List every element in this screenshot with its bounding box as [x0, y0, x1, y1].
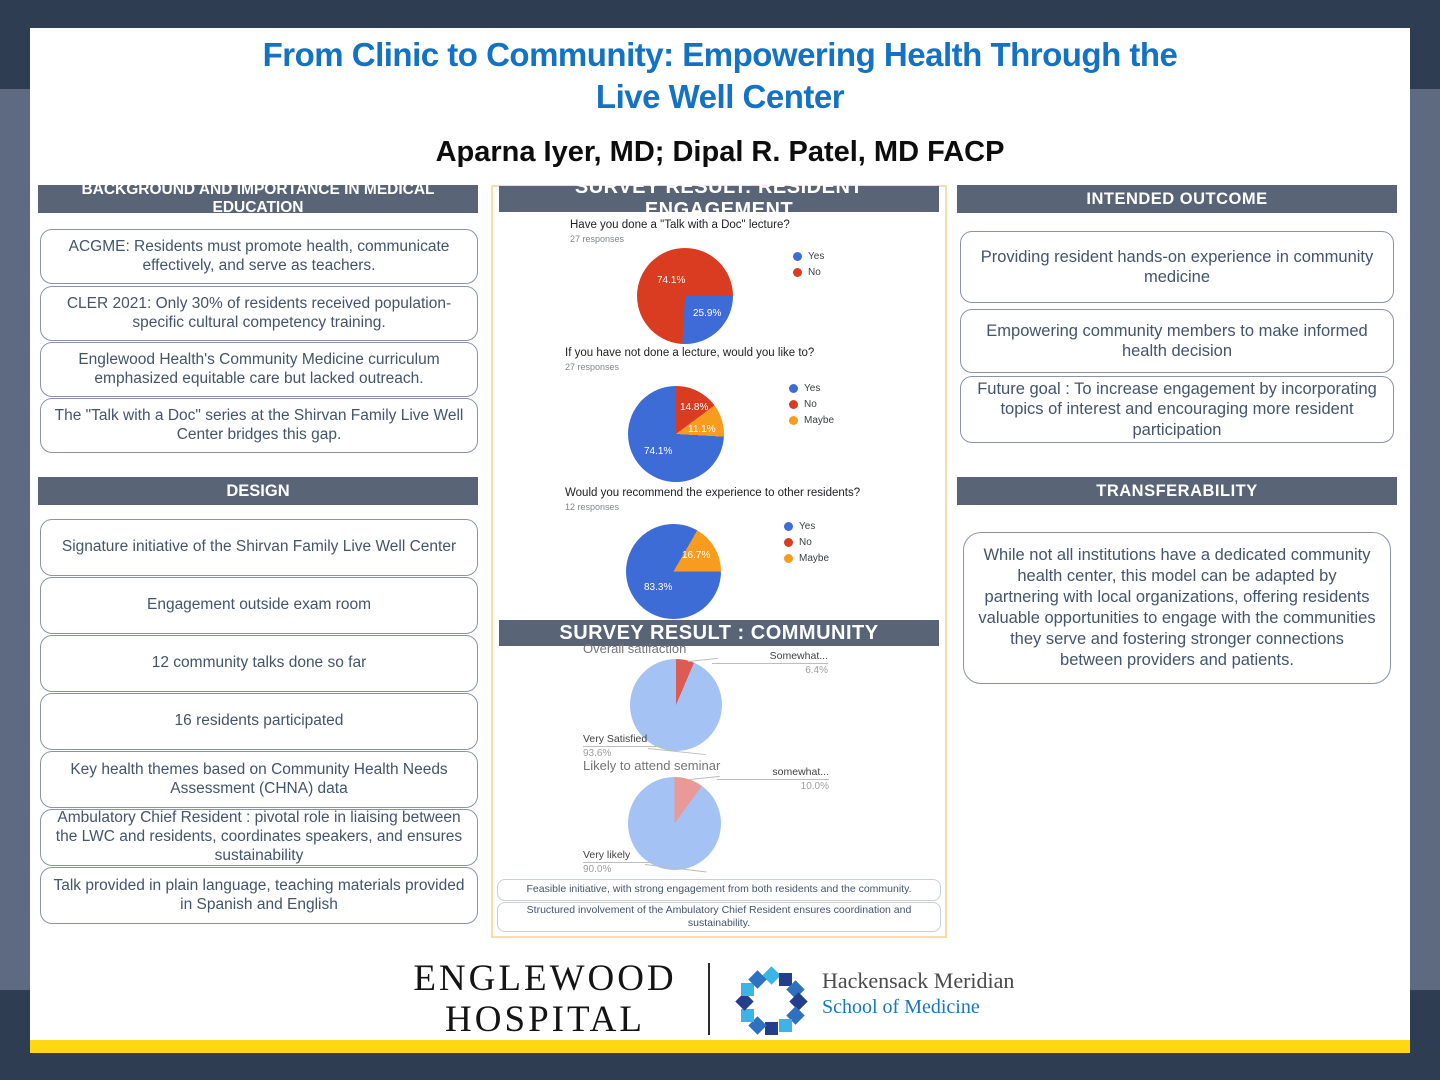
poster-title-line1: From Clinic to Community: Empowering Health Through the: [262, 36, 1178, 73]
legend-dot: [789, 400, 798, 409]
callout-value: 93.6%: [583, 748, 612, 759]
legend-dot: [793, 268, 802, 277]
poster-authors: Aparna Iyer, MD; Dipal R. Patel, MD FACP: [435, 136, 1005, 168]
chart1-slice-pct: 74.1%: [657, 275, 686, 286]
legend-dot: [789, 416, 798, 425]
poster-title-line2: Live Well Center: [595, 78, 845, 116]
design-item: Signature initiative of the Shirvan Family Live Well Center: [40, 519, 478, 576]
chart2-pie: [628, 386, 724, 482]
legend-item: [789, 399, 834, 410]
background-item: ACGME: Residents must promote health, communicate effectively, and serve as teachers.: [40, 229, 478, 284]
logo-diamond: [779, 1019, 792, 1032]
chart2-responses: 27 responses: [565, 362, 620, 372]
chart1-responses: 27 responses: [570, 234, 625, 244]
callout-label: somewhat...: [717, 766, 829, 780]
chart3-pie: [626, 524, 721, 619]
design-item: Engagement outside exam room: [40, 577, 478, 634]
logo-diamond: [741, 1009, 754, 1022]
logo-diamond: [765, 1022, 778, 1035]
intended-outcome-item: Empowering community members to make informed health decision: [960, 309, 1394, 373]
chart5-callout-very-likely: [583, 849, 653, 875]
hackensack-meridian-name: Hackensack Meridian: [822, 968, 1015, 993]
legend-label: Yes: [799, 521, 816, 532]
legend-dot: [784, 538, 793, 547]
legend-dot: [789, 384, 798, 393]
legend-label: Maybe: [799, 553, 830, 564]
callout-value: 90.0%: [583, 864, 612, 875]
chart2-slice-pct: 74.1%: [644, 446, 673, 457]
section-header-resident-engagement: SURVEY RESULT: RESIDENT ENGAGEMENT: [499, 186, 939, 212]
chart4-callout-somewhat: [712, 650, 828, 676]
conclusion-item: Feasible initiative, with strong engagement from both residents and the community.: [497, 879, 941, 901]
section-header-background: BACKGROUND AND IMPORTANCE IN MEDICAL EDUCATION: [38, 185, 478, 213]
legend-item: [789, 415, 834, 426]
transferability-text: While not all institutions have a dedicated community health center, this model can be adapted by partnering with local organizations, offering residents valuable opportunities to engage with the communities they serve and fostering stronger connections between providers and patients.: [963, 532, 1391, 684]
legend-item: [784, 553, 829, 564]
legend-dot: [784, 522, 793, 531]
englewood-line1: ENGLEWOOD: [413, 958, 677, 999]
background-item: Englewood Health's Community Medicine curriculum emphasized equitable care but lacked outreach.: [40, 342, 478, 397]
legend-label: Yes: [804, 383, 821, 394]
chart1-title: Have you done a "Talk with a Doc" lecture?: [570, 219, 790, 231]
hackensack-meridian-logo-icon: [738, 968, 806, 1036]
legend-dot: [784, 554, 793, 563]
legend-label: Yes: [808, 251, 825, 262]
design-item: Key health themes based on Community Health Needs Assessment (CHNA) data: [40, 751, 478, 808]
footer-divider: [708, 963, 710, 1035]
legend-dot: [793, 252, 802, 261]
chart3-responses: 12 responses: [565, 502, 620, 512]
chart4-callout-very-satisfied: [583, 733, 663, 759]
legend-item: [793, 251, 824, 262]
section-header-design: DESIGN: [38, 477, 478, 505]
callout-label: Very Satisfied: [583, 733, 663, 747]
intended-outcome-item: Future goal : To increase engagement by incorporating topics of interest and encouraging more resident participation: [960, 376, 1394, 443]
chart1-slice-pct: 25.9%: [693, 308, 722, 319]
chart2-slice-pct: 11.1%: [688, 424, 716, 435]
logo-diamond: [741, 983, 754, 996]
poster-title: [30, 34, 1410, 118]
left-border: [0, 89, 30, 990]
callout-label: Somewhat...: [712, 650, 828, 664]
conclusion-item: Structured involvement of the Ambulatory Chief Resident ensures coordination and sustainability.: [497, 902, 941, 932]
background-item: CLER 2021: Only 30% of residents received population-specific cultural competency training.: [40, 286, 478, 341]
legend-item: [784, 537, 829, 548]
chart3-legend: [784, 521, 829, 564]
chart5-callout-somewhat: [717, 766, 829, 792]
design-item: 16 residents participated: [40, 693, 478, 750]
legend-item: [784, 521, 829, 532]
chart3-slice-pct: 16.7%: [682, 550, 711, 561]
section-header-intended-outcome: INTENDED OUTCOME: [957, 185, 1397, 213]
yellow-accent-bar: [30, 1040, 1410, 1053]
logo-diamond: [762, 966, 780, 984]
chart2-slice-pct: 14.8%: [680, 402, 709, 413]
chart2-title: If you have not done a lecture, would you like to?: [565, 347, 815, 359]
design-item: Ambulatory Chief Resident : pivotal role in liaising between the LWC and residents, coordinates speakers, and ensures sustainability: [40, 809, 478, 866]
section-header-transferability: TRANSFERABILITY: [957, 477, 1397, 505]
chart4-title: Overall satifaction: [583, 641, 687, 656]
callout-value: 10.0%: [800, 781, 829, 792]
chart1-legend: [793, 251, 824, 278]
legend-label: No: [799, 537, 812, 548]
legend-label: No: [808, 267, 821, 278]
legend-item: [793, 267, 824, 278]
englewood-hospital-logo: [400, 958, 690, 1041]
chart1-pie: [637, 248, 733, 344]
chart3-slice-pct: 83.3%: [644, 582, 673, 593]
chart2-legend: [789, 383, 834, 426]
chart3-title: Would you recommend the experience to other residents?: [565, 487, 861, 499]
englewood-line2: HOSPITAL: [445, 999, 645, 1041]
intended-outcome-item: Providing resident hands-on experience in community medicine: [960, 231, 1394, 303]
callout-value: 6.4%: [805, 665, 828, 676]
section-header-community: SURVEY RESULT : COMMUNITY: [499, 620, 939, 646]
legend-label: No: [804, 399, 817, 410]
legend-label: Maybe: [804, 415, 835, 426]
right-border: [1410, 89, 1440, 990]
design-item: 12 community talks done so far: [40, 635, 478, 692]
legend-item: [789, 383, 834, 394]
school-of-medicine-label: School of Medicine: [822, 996, 980, 1018]
design-item: Talk provided in plain language, teaching materials provided in Spanish and English: [40, 867, 478, 924]
background-item: The "Talk with a Doc" series at the Shirvan Family Live Well Center bridges this gap.: [40, 398, 478, 453]
chart5-title: Likely to attend seminar: [583, 758, 721, 773]
callout-label: Very likely: [583, 849, 653, 863]
